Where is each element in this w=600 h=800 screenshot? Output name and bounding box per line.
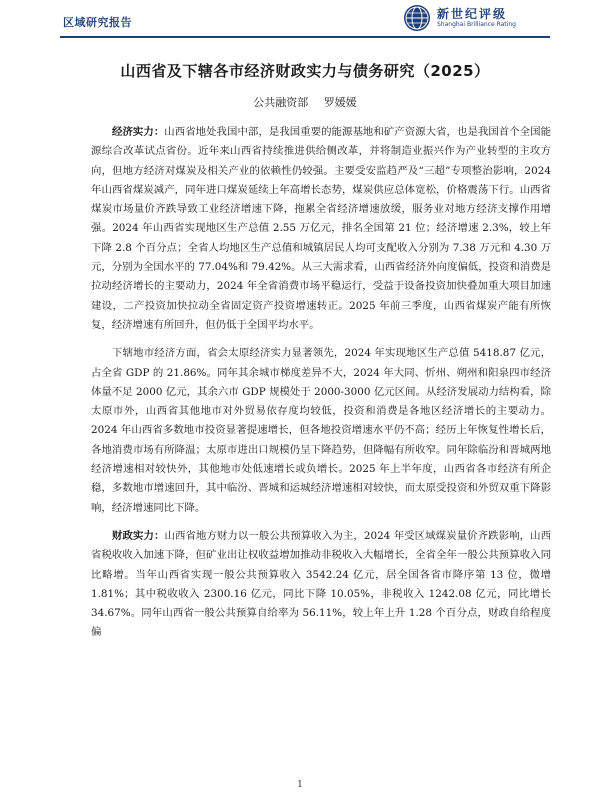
paragraph-text: 山西省地处我国中部，是我国重要的能源基地和矿产资源大省，也是我国首个全国能源综合改革试点省份。近年来山西省持续推进供给侧改革，并将制造业振兴作为产业转型的主攻方向，但地方经济对煤炭及相关产业的依赖性仍较强。主要受安监趋严及“三超”专项整治影响，2024 年山西省煤炭减产，同年进口煤炭延续上年高增长态势，煤炭供应总体宽松，价格震荡下行。山西省煤炭市场量价齐跌导致工业经济增速下降，拖累全省经济增速放缓，服务业对地方经济支撑作用增强。2024 年山西省实现地区生产总值 2.55 万亿元，排名全国第 21 位；经济增速 2.3%，较上年下降 2.8 个百分点；全省人均地区生产总值和城镇居民人均可支配收入分别为 7.38 万元和 4.30 万元，分别为全国水平的 77.04%和 79.42%。从三大需求看，山西省经济外向度偏低，投资和消费是拉动经济增长的主要动力，2024 年全省消费市场平稳运行，受益于设备投资加快叠加重大项目加速建设，二产投资加快拉动全省固定资产投资增速转正。2025 年前三季度，山西省煤炭产能有所恢复，经济增速有所回升，但仍低于全国平均水平。 bbox=[91, 126, 552, 331]
author-name: 罗媛媛 bbox=[323, 96, 357, 109]
report-body bbox=[91, 123, 551, 643]
paragraph-economic-strength bbox=[91, 123, 551, 335]
paragraph-city-economy bbox=[91, 344, 551, 518]
paragraph-lead: 财政实力： bbox=[112, 529, 165, 542]
globe-icon bbox=[403, 4, 431, 32]
report-category-label: 区域研究报告 bbox=[63, 16, 132, 29]
logo-english-name: Shanghai Brilliance Rating bbox=[437, 21, 516, 28]
page-header bbox=[0, 0, 600, 38]
paragraph-lead: 经济实力： bbox=[112, 126, 165, 138]
page-number: 1 bbox=[297, 780, 303, 790]
paragraph-text: 下辖地市经济方面，省会太原经济实力显著领先，2024 年实现地区生产总值 5418.87 亿元，占全省 GDP 的 21.86%。同年其余城市梯度差异不大，2024 年大同、忻州、朔州和阳泉四市经济体量不足 2000 亿元，其余六市 GDP 规模处于 2000-3000 亿元区间。从经济发展动力结构看，除太原市外，山西省其他地市对外贸易依存度均较低，投资和消费是各地区经济增长的主要动力。2024 年山西省多数地市投资显著提速增长，但各地投资增速水平仍不高；经历上年恢复性增长后，各地消费市场有所降温；太原市进出口规模仍呈下降趋势，但降幅有所收窄。同年除临汾和晋城两地经济增速相对较快外，其他地市处低速增长或负增长。2025 年上半年度，山西省各市经济有所企稳，多数地市增速回升，其中临汾、晋城和运城经济增速相对较快，而太原受投资和外贸双重下降影响，经济增速同比下降。 bbox=[91, 347, 551, 514]
author-department: 公共融资部 bbox=[253, 96, 309, 109]
author-line bbox=[60, 94, 550, 110]
header-divider bbox=[60, 36, 550, 38]
paragraph-fiscal-strength bbox=[91, 527, 551, 643]
logo-chinese-name: 新世纪评级 bbox=[437, 7, 508, 21]
company-logo bbox=[403, 4, 553, 34]
report-title: 山西省及下辖各市经济财政实力与债务研究（2025） bbox=[120, 62, 490, 80]
paragraph-text: 山西省地方财力以一般公共预算收入为主，2024 年受区域煤炭量价齐跌影响，山西省税收收入加速下降，但矿业出让权收益增加推动非税收入大幅增长，全省全年一般公共预算收入同比略增。当年山西省实现一般公共预算收入 3542.24 亿元，居全国各省市降序第 13 位，微增 1.81%；其中税收收入 2300.16 亿元，同比下降 10.05%，非税收入 1242.08 亿元，同比增长 34.67%。同年山西省一般公共预算自给率为 56.11%，较上年上升 1.28 个百分点，财政自给程度偏 bbox=[91, 529, 551, 639]
